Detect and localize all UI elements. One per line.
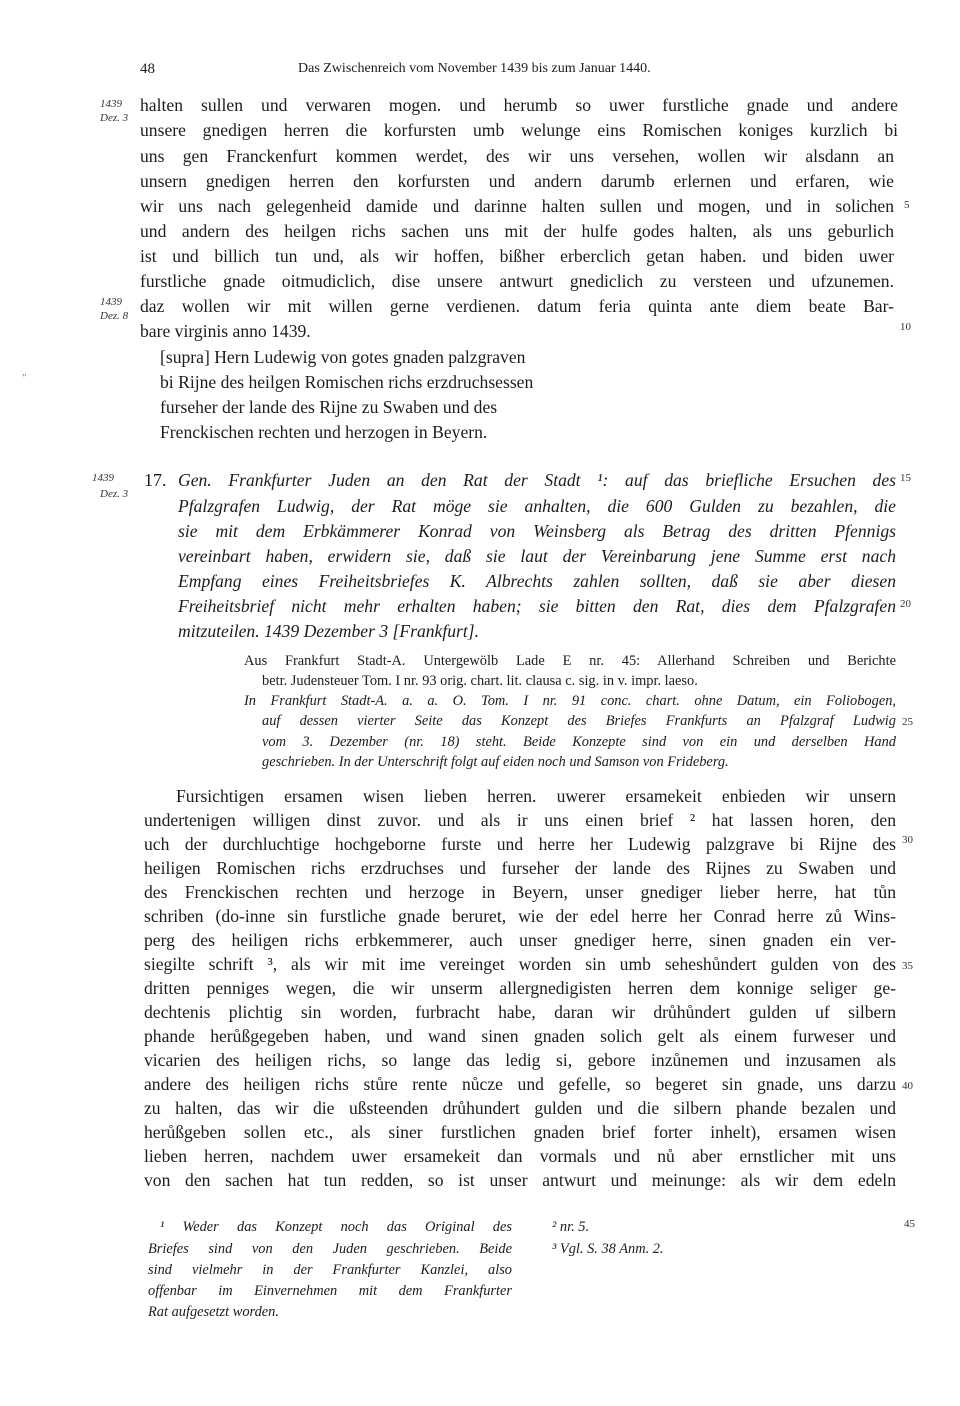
margin-date-day: Dez. 3 <box>100 112 129 124</box>
letter-line: heiligen Romischen richs erzdruchses und furseher der lande des Rijnes zu Swaben und <box>144 858 896 878</box>
margin-date-day: Dez. 3 <box>100 488 129 500</box>
letter-line: lieben herren, nachdem uwer ersamekeit dan vormals und nů aber ernstlicher mit uns <box>144 1146 896 1166</box>
footnote-line: ² nr. 5. <box>552 1219 590 1235</box>
letter-line: phande herůßgegeben haben, und wand sinen gnaden solich gelt als einem furweser und <box>144 1026 896 1046</box>
line-number: 20 <box>900 598 911 610</box>
text-line: unsere gnedigen herren die korfursten umb welunge eins Romischen koniges kurzlich bi <box>140 120 898 140</box>
text-line: furstliche gnade oitmudiclich, dise unsere antwurt gnediclich zu versteen und ufzunemen. <box>140 271 894 291</box>
source-line: Aus Frankfurt Stadt-A. Untergewölb Lade E nr. 45: Allerhand Schreiben und Berichte <box>244 653 896 669</box>
letter-line: Fursichtigen ersamen wisen lieben herren. uwerer ersamekeit enbieden wir unsern <box>176 786 896 806</box>
address-line: furseher der lande des Rijne zu Swaben und des <box>160 397 498 417</box>
text-line: uns gen Franckenfurt kommen werdet, des wir uns versehen, wollen wir alsdann an <box>140 146 894 166</box>
letter-line: undertenigen willigen dinst zuvor. und als ir uns einen brief ² hat lassen horen, den <box>144 810 896 830</box>
footnote-line: Rat aufgesetzt worden. <box>148 1304 279 1320</box>
line-number: 40 <box>902 1080 913 1092</box>
address-line: [supra] Hern Ludewig von gotes gnaden palzgraven <box>160 347 526 367</box>
footnote-line: ¹ Weder das Konzept noch das Original des <box>160 1219 512 1235</box>
source-line: auf dessen vierter Seite das Konzept des Briefes Frankfurts an Pfalzgraf Ludwig <box>262 713 896 729</box>
footnote-line: offenbar im Einvernehmen mit dem Frankfurter <box>148 1283 512 1299</box>
text-line: halten sullen und verwaren mogen. und herumb so uwer furstliche gnade und andere <box>140 95 898 115</box>
letter-line: vicarien des heiligen richs, so lange das ledig si, gebore inzůnemen und inzusamen als <box>144 1050 896 1070</box>
page-number: 48 <box>140 61 155 77</box>
letter-line: andere des heiligen richs stůre rente nůcze und gefelle, so begeret sin gnade, uns darzu <box>144 1074 896 1094</box>
regest-line: Gen. Frankfurter Juden an den Rat der Stadt ¹: auf das briefliche Ersuchen des <box>178 470 896 490</box>
document-number: 17. <box>144 470 167 490</box>
letter-line: schriben (do-inne sin furstliche gnade beruret, wie der edel herre her Conrad herre zů Wins- <box>144 906 896 926</box>
line-number: 25 <box>902 716 913 728</box>
letter-line: siegilte schrift ³, als wir mit ime vereinget worden sin umb seheshůndert gulden von des <box>144 954 896 974</box>
letter-line: dritten penniges wegen, die wir unserm allergnedigisten herren dem konnige seliger ge- <box>144 978 896 998</box>
text-line: daz wollen wir mit willen gerne verdienen. datum feria quinta ante diem beate Bar- <box>140 296 894 316</box>
letter-line: perg des heiligen richs erbkemmerer, auch unser gnediger herre, sinen gnaden ein ver- <box>144 930 896 950</box>
line-number: 45 <box>904 1218 915 1230</box>
text-line: und andern des heilgen richs sachen uns mit der hulfe godes halten, als uns geburlich <box>140 221 894 241</box>
text-line: ist und billich tun und, als wir hoffen, bißher erberclich getan haben. und biden uwer <box>140 246 894 266</box>
letter-line: von den sachen hat tun redden, so ist unser antwurt und meinunge: als wir dem edeln <box>144 1170 896 1190</box>
regest-line: vereinbart haben, erwidern sie, daß sie laut der Vereinbarung jene Summe erst nach <box>178 546 896 566</box>
address-line: bi Rijne des heilgen Romischen richs erzdruchsessen <box>160 372 534 392</box>
regest-line: Empfang eines Freiheitsbriefes K. Albrechts zahlen sollten, daß sie aber diesen <box>178 571 896 591</box>
source-line: In Frankfurt Stadt-A. a. a. O. Tom. I nr. 91 conc. chart. ohne Datum, ein Foliobogen, <box>244 693 896 709</box>
margin-date-year: 1439 <box>92 472 114 484</box>
footnote-line: ³ Vgl. S. 38 Anm. 2. <box>552 1241 664 1257</box>
address-line: Frenckischen rechten und herzogen in Beyern. <box>160 422 488 442</box>
footnote-line: sind vielmehr in der Frankfurter Kanzlei, also <box>148 1262 512 1278</box>
source-line: geschrieben. In der Unterschrift folgt auf eiden noch und Samson von Frideberg. <box>262 754 729 770</box>
line-number: 35 <box>902 960 913 972</box>
regest-line: sie mit dem Erbkämmerer Konrad von Weinsberg als Betrag des dritten Pfennigs <box>178 521 896 541</box>
footnote-line: Briefes sind von den Juden geschrieben. Beide <box>148 1241 512 1257</box>
scan-dot: " <box>22 372 27 384</box>
line-number: 15 <box>900 472 911 484</box>
regest-line: mitzuteilen. 1439 Dezember 3 [Frankfurt]. <box>178 621 480 641</box>
margin-date-year: 1439 <box>100 296 122 308</box>
regest-line: Pfalzgrafen Ludwig, der Rat möge sie anhalten, die 600 Gulden zu bezahlen, die <box>178 496 896 516</box>
text-line: unsern gnedigen herren den korfursten und andern darumb erlernen und erfaren, wie <box>140 171 894 191</box>
letter-line: uch der durchluchtige hochgeborne furste und herre her Ludewig palzgrave bi Rijne des <box>144 834 896 854</box>
margin-date-year: 1439 <box>100 98 122 110</box>
letter-line: dechtenis plichtig sin worden, furbracht habe, daran wir drůhůndert gulden uf silbern <box>144 1002 896 1022</box>
regest-line: Freiheitsbrief nicht mehr erhalten haben; sie bitten den Rat, dies dem Pfalzgrafen <box>178 596 896 616</box>
letter-line: des Frenckischen rechten und herzoge in Beyern, unser gnediger lieber herre, hat tůn <box>144 882 896 902</box>
text-line: wir uns nach gelegenheid damide und darinne halten sullen und mogen, und in solichen <box>140 196 894 216</box>
letter-line: zu halten, das wir die ußsteenden drůhundert gulden und die silbern phande bezalen und <box>144 1098 896 1118</box>
running-title: Das Zwischenreich vom November 1439 bis zum Januar 1440. <box>298 61 651 76</box>
margin-date-day: Dez. 8 <box>100 310 129 322</box>
line-number: 5 <box>904 199 910 211</box>
line-number: 10 <box>900 321 911 333</box>
line-number: 30 <box>902 834 913 846</box>
text-line: bare virginis anno 1439. <box>140 321 311 341</box>
source-line: betr. Judensteuer Tom. I nr. 93 orig. chart. lit. clausa c. sig. in v. impr. laeso. <box>262 673 698 689</box>
source-line: vom 3. Dezember (nr. 18) steht. Beide Konzepte sind von ein und derselben Hand <box>262 734 896 750</box>
letter-line: herůßgeben sollen etc., als siner furstlichen gnaden brief forter inhelt), ersamen wisen <box>144 1122 896 1142</box>
